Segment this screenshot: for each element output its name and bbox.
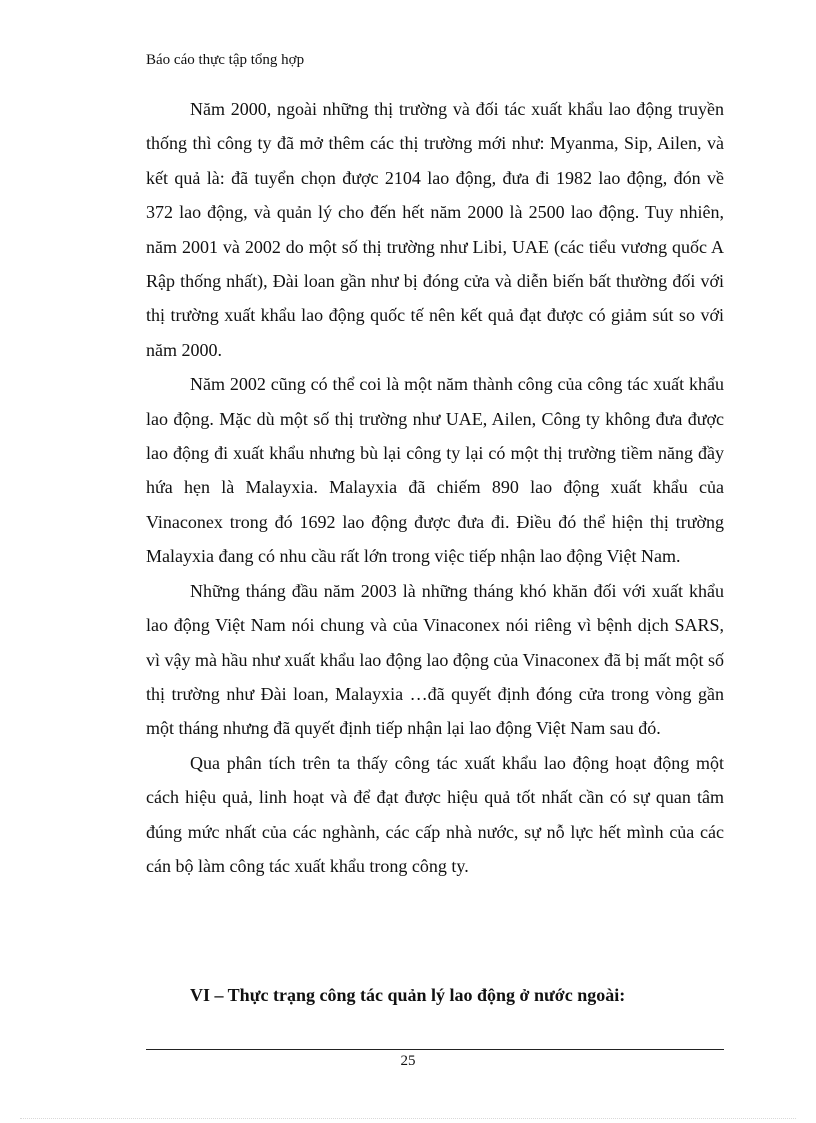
paragraph-3: Những tháng đầu năm 2003 là những tháng khó khăn đối với xuất khẩu lao động Việt Nam nói chung và của Vinaconex nói riêng vì bệnh dịch SARS, vì vậy mà hầu như xuất khẩu lao động lao động của Vinaconex đã bị mất một số thị trường như Đài loan, Malayxia …đã quyết định đóng cửa trong vòng gần một tháng nhưng đã quyết định tiếp nhận lại lao động Việt Nam sau đó. [146,580,724,739]
paragraph-4: Qua phân tích trên ta thấy công tác xuất khẩu lao động hoạt động một cách hiệu quả, linh hoạt và để đạt được hiệu quả tốt nhất cần có sự quan tâm đúng mức nhất của các nghành, các cấp nhà nước, sự nỗ lực hết mình của các cán bộ làm công tác xuất khẩu trong công ty. [146,752,724,876]
page-header: Báo cáo thực tập tổng hợp [146,52,305,68]
section-heading: VI – Thực trạng công tác quản lý lao động ở nước ngoài: [190,985,626,1005]
page-number: 25 [400,1053,416,1069]
paragraph-1: Năm 2000, ngoài những thị trường và đối tác xuất khẩu lao động truyền thống thì công ty đã mở thêm các thị trường mới như: Myanma, Sip, Ailen, và kết quả là: đã tuyển chọn được 2104 lao động, đưa đi 1982 lao động, đón về 372 lao động, và quản lý cho đến hết năm 2000 là 2500 lao động. Tuy nhiên, năm 2001 và 2002 do một số thị trường như Libi, UAE (các tiểu vương quốc A Rập thống nhất), Đài loan gần như bị đóng cửa và diễn biến bất thường đối với thị trường xuất khẩu lao động quốc tế nên kết quả đạt được có giảm sút so với năm 2000. [146,99,724,360]
page-edge-divider [20,1118,796,1119]
footer-rule [146,1049,724,1050]
paragraph-2: Năm 2002 cũng có thể coi là một năm thành công của công tác xuất khẩu lao động. Mặc dù một số thị trường như UAE, Ailen, Công ty không đưa được lao động đi xuất khẩu nhưng bù lại công ty lại có một thị trường tiềm năng đầy hứa hẹn là Malayxia. Malayxia đã chiếm 890 lao động xuất khẩu của Vinaconex trong đó 1692 lao động được đưa đi. Điều đó thể hiện thị trường Malayxia đang có nhu cầu rất lớn trong việc tiếp nhận lao động Việt Nam. [146,374,724,567]
body-text [146,92,724,883]
